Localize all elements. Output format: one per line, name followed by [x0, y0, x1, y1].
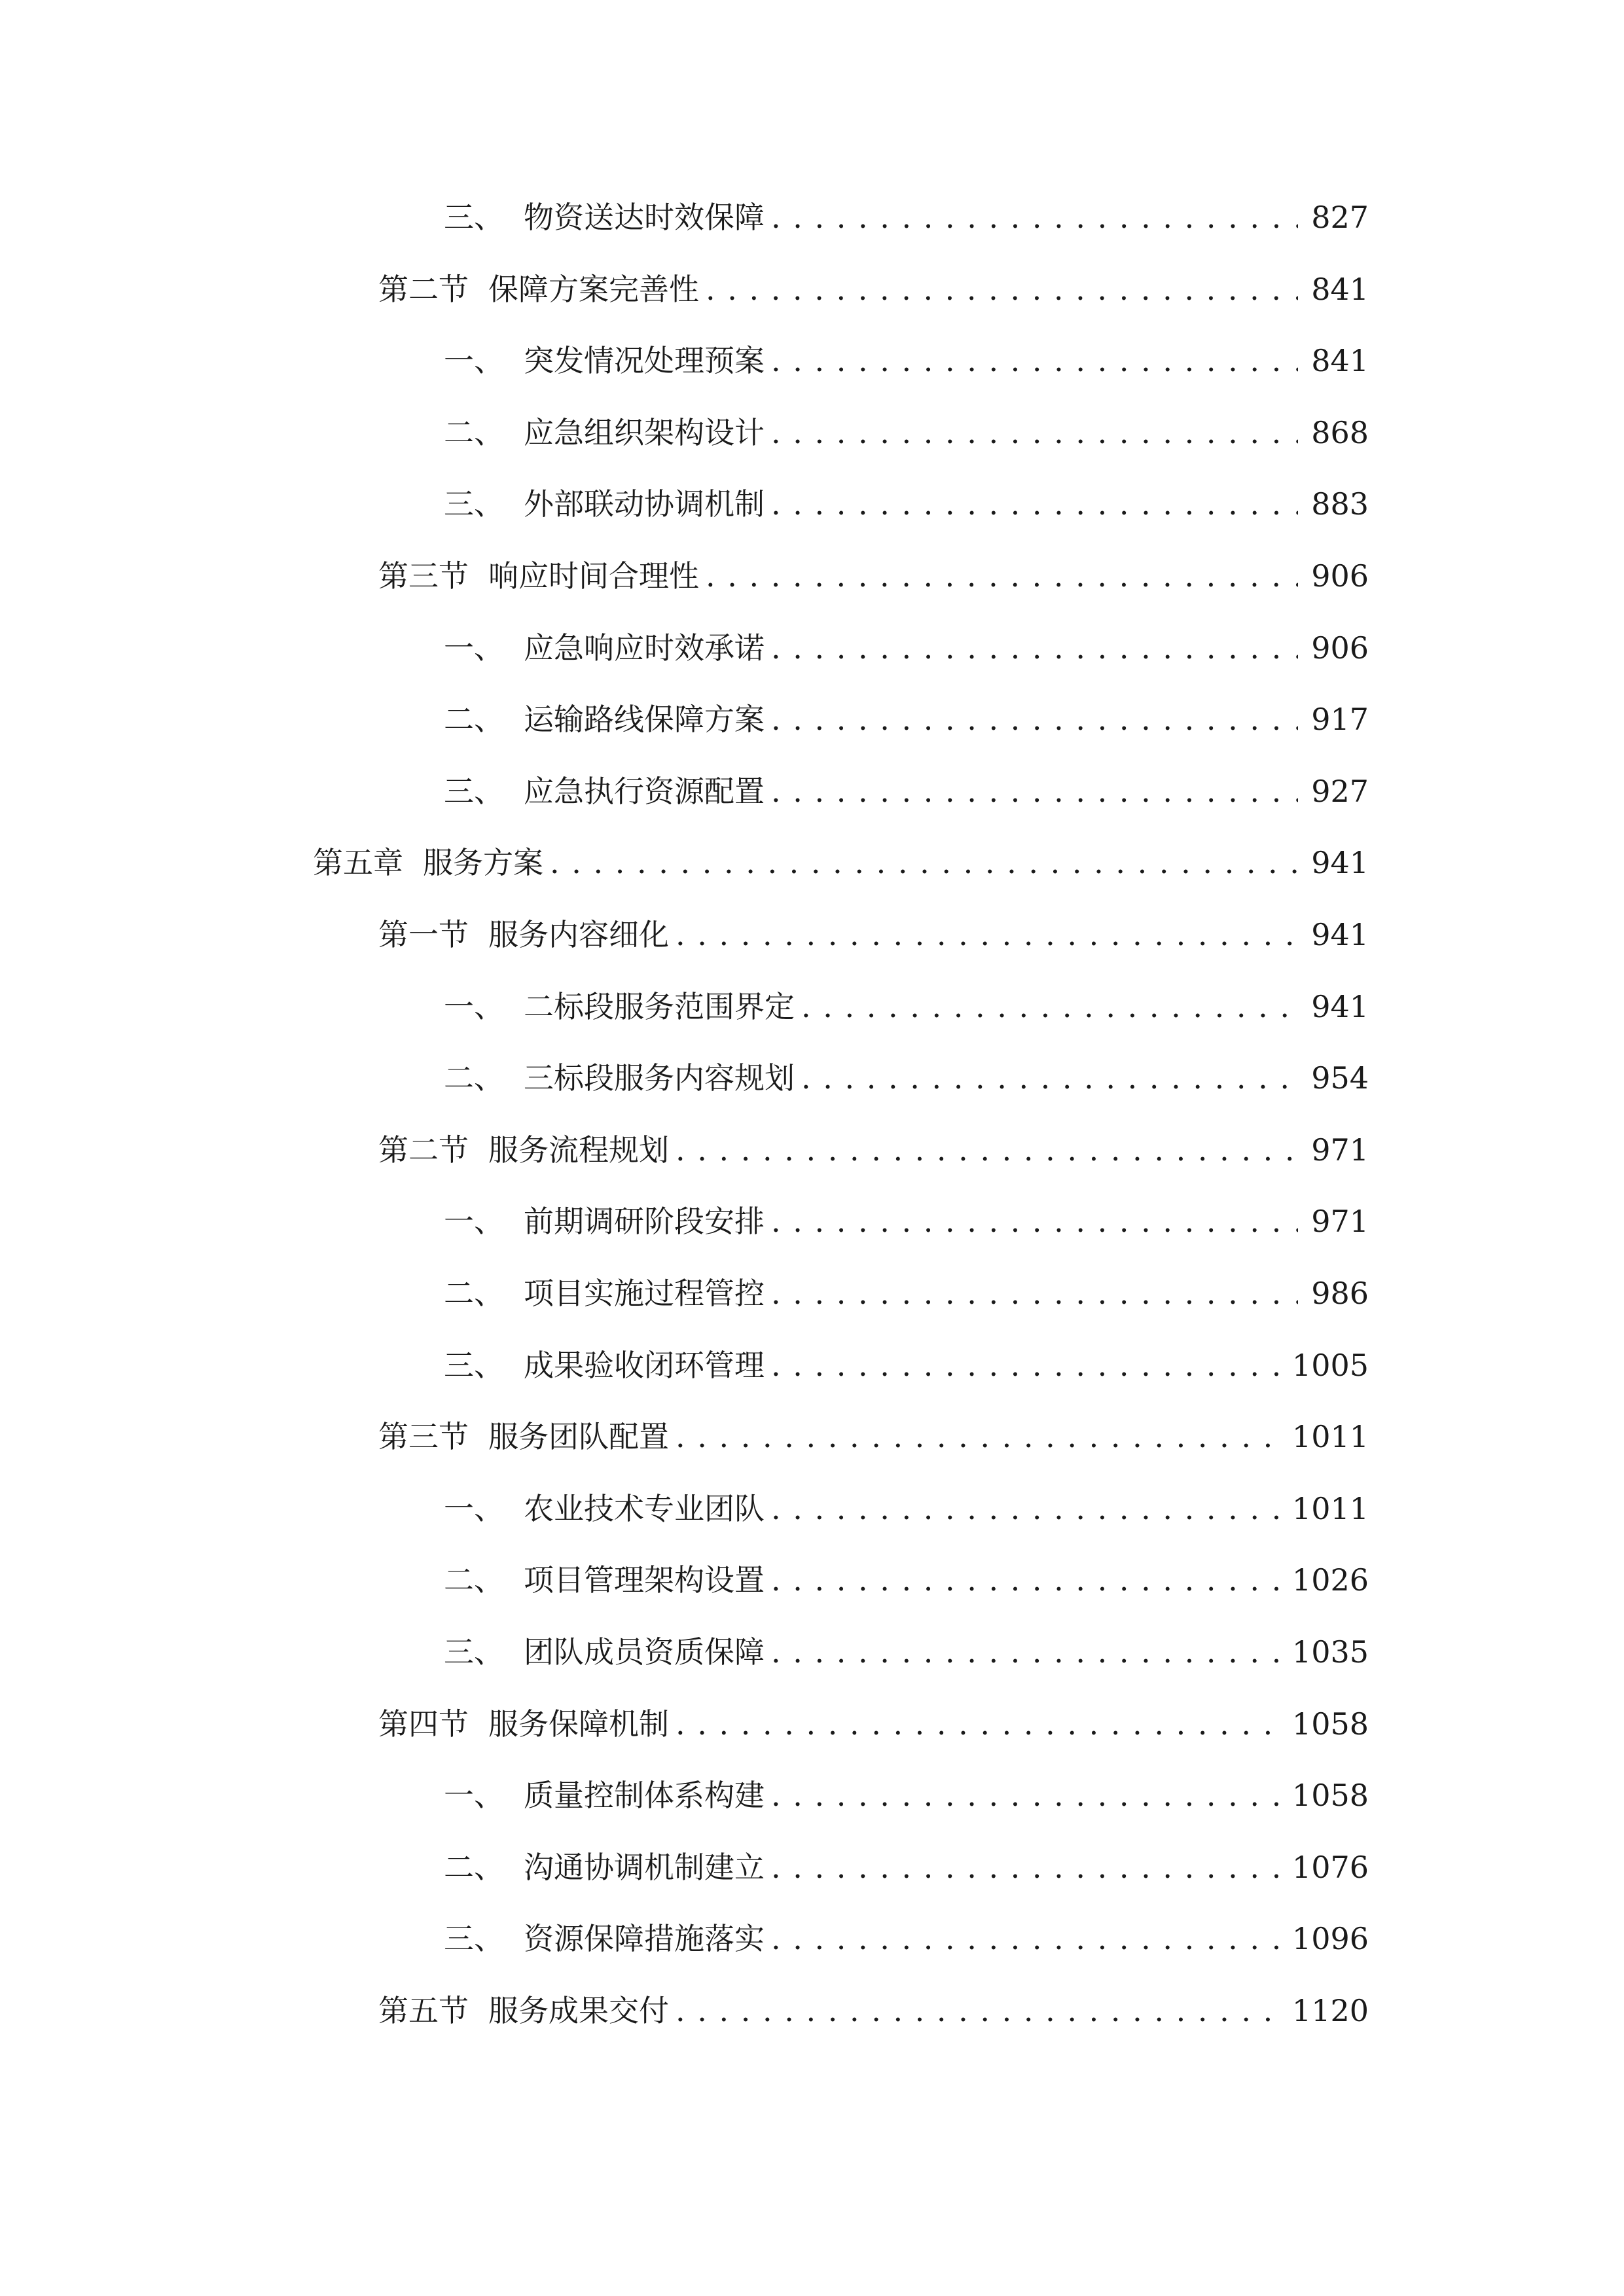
- toc-entry-title: 物资送达时效保障: [524, 200, 765, 235]
- toc-entry-title: 应急响应时效承诺: [524, 630, 765, 666]
- toc-entry-number: 第五章: [313, 845, 403, 881]
- toc-dot-leader: [771, 1626, 1286, 1678]
- toc-entry[interactable]: [444, 1195, 1369, 1247]
- toc-page-number: 971: [1311, 1132, 1369, 1168]
- toc-entry-number: 第二节: [378, 1132, 469, 1168]
- toc-entry-number: 一、: [444, 1204, 504, 1240]
- toc-entry[interactable]: [378, 1984, 1369, 2037]
- toc-entry-title: 项目实施过程管控: [524, 1276, 765, 1311]
- toc-dot-leader: [771, 765, 1298, 817]
- toc-entry-title: 沟通协调机制建立: [524, 1849, 765, 1885]
- toc-entry-title: 服务成果交付: [488, 1993, 669, 2028]
- toc-entry-title: 服务方案: [423, 845, 543, 881]
- toc-page-number: 841: [1311, 343, 1369, 379]
- toc-entry-number: 第一节: [378, 917, 469, 952]
- toc-page-number: 1026: [1291, 1562, 1369, 1598]
- toc-page-number: 827: [1311, 200, 1369, 235]
- toc-entry-number: 第四节: [378, 1706, 469, 1742]
- toc-entry-number: 三、: [444, 1347, 504, 1383]
- toc-entry[interactable]: [444, 1626, 1369, 1678]
- toc-entry-number: 一、: [444, 1778, 504, 1814]
- toc-entry[interactable]: [444, 1912, 1369, 1965]
- toc-entry-number: 三、: [444, 1921, 504, 1957]
- toc-entry-title: 资源保障措施落实: [524, 1921, 765, 1957]
- toc-entry-number: 第三节: [378, 1419, 469, 1455]
- toc-entry[interactable]: [378, 550, 1369, 602]
- toc-entry[interactable]: [444, 1841, 1369, 1893]
- toc-entry[interactable]: [444, 1482, 1369, 1535]
- toc-dot-leader: [771, 406, 1298, 459]
- toc-dot-leader: [771, 1267, 1298, 1319]
- toc-dot-leader: [771, 1841, 1286, 1893]
- toc-entry[interactable]: [444, 1267, 1369, 1319]
- toc-dot-leader: [771, 622, 1298, 674]
- toc-dot-leader: [676, 908, 1298, 961]
- toc-entry-title: 项目管理架构设置: [524, 1562, 765, 1598]
- toc-entry-title: 质量控制体系构建: [524, 1778, 765, 1814]
- toc-page-number: 906: [1311, 558, 1369, 594]
- toc-entry[interactable]: [378, 908, 1369, 961]
- toc-entry-title: 响应时间合理性: [488, 558, 699, 594]
- toc-dot-leader: [676, 1410, 1286, 1463]
- toc-page-number: 1058: [1291, 1706, 1369, 1742]
- toc-page-number: 1005: [1291, 1347, 1369, 1383]
- toc-dot-leader: [801, 1052, 1298, 1104]
- toc-entry[interactable]: [378, 1698, 1369, 1750]
- toc-entry[interactable]: [444, 478, 1369, 530]
- toc-entry[interactable]: [444, 406, 1369, 459]
- toc-entry-title: 农业技术专业团队: [524, 1490, 765, 1526]
- toc-entry-title: 运输路线保障方案: [524, 702, 765, 738]
- toc-dot-leader: [676, 1698, 1286, 1750]
- toc-entry-number: 二、: [444, 1276, 504, 1311]
- toc-entry-number: 二、: [444, 414, 504, 450]
- toc-page-number: 1058: [1291, 1778, 1369, 1814]
- toc-page-number: 1011: [1291, 1490, 1369, 1526]
- toc-entry[interactable]: [313, 836, 1369, 889]
- toc-page-number: 906: [1311, 630, 1369, 666]
- toc-page-number: 1035: [1291, 1634, 1369, 1670]
- toc-dot-leader: [771, 1554, 1286, 1606]
- toc-dot-leader: [771, 191, 1298, 243]
- toc-page-number: 941: [1311, 845, 1369, 881]
- toc-entry-title: 团队成员资质保障: [524, 1634, 765, 1670]
- toc-entry-title: 三标段服务内容规划: [524, 1060, 795, 1096]
- toc-entry[interactable]: [444, 1554, 1369, 1606]
- toc-entry-title: 二标段服务范围界定: [524, 988, 795, 1024]
- toc-dot-leader: [706, 263, 1298, 315]
- toc-entry-number: 第三节: [378, 558, 469, 594]
- toc-entry[interactable]: [444, 693, 1369, 745]
- toc-entry-title: 应急组织架构设计: [524, 414, 765, 450]
- toc-page-number: 1076: [1291, 1849, 1369, 1885]
- toc-entry[interactable]: [444, 622, 1369, 674]
- toc-dot-leader: [771, 693, 1298, 745]
- toc-entry-title: 应急执行资源配置: [524, 773, 765, 809]
- toc-page-number: 954: [1311, 1060, 1369, 1096]
- toc-dot-leader: [771, 334, 1298, 387]
- toc-dot-leader: [771, 1912, 1286, 1965]
- toc-page-number: 941: [1311, 917, 1369, 952]
- toc-page-number: 927: [1311, 773, 1369, 809]
- toc-dot-leader: [706, 550, 1298, 602]
- toc-entry[interactable]: [444, 1769, 1369, 1821]
- toc-dot-leader: [676, 1124, 1298, 1176]
- toc-entry[interactable]: [444, 765, 1369, 817]
- toc-entry-title: 服务团队配置: [488, 1419, 669, 1455]
- toc-dot-leader: [771, 478, 1298, 530]
- toc-page-number: 971: [1311, 1204, 1369, 1240]
- toc-dot-leader: [801, 980, 1298, 1033]
- toc-entry-number: 一、: [444, 630, 504, 666]
- toc-dot-leader: [550, 836, 1298, 889]
- toc-page-number: 1120: [1291, 1993, 1369, 2028]
- toc-entry-number: 一、: [444, 343, 504, 379]
- toc-entry-title: 服务流程规划: [488, 1132, 669, 1168]
- toc-entry-number: 三、: [444, 200, 504, 235]
- toc-entry-title: 前期调研阶段安排: [524, 1204, 765, 1240]
- toc-entry[interactable]: [444, 334, 1369, 387]
- toc-entry-number: 二、: [444, 1849, 504, 1885]
- toc-entry-title: 成果验收闭环管理: [524, 1347, 765, 1383]
- toc-entry[interactable]: [378, 1410, 1369, 1463]
- toc-page-number: 1096: [1291, 1921, 1369, 1957]
- toc-entry-number: 三、: [444, 1634, 504, 1670]
- toc-entry-number: 第二节: [378, 271, 469, 307]
- toc-dot-leader: [676, 1984, 1286, 2037]
- toc-entry[interactable]: [444, 1339, 1369, 1391]
- toc-entry[interactable]: [444, 980, 1369, 1033]
- toc-entry-number: 一、: [444, 1490, 504, 1526]
- toc-entry-title: 服务保障机制: [488, 1706, 669, 1742]
- toc-dot-leader: [771, 1195, 1298, 1247]
- toc-entry-number: 二、: [444, 1562, 504, 1598]
- toc-entry[interactable]: [444, 191, 1369, 243]
- toc-entry-title: 服务内容细化: [488, 917, 669, 952]
- toc-dot-leader: [771, 1339, 1286, 1391]
- toc-entry[interactable]: [444, 1052, 1369, 1104]
- toc-page-number: 941: [1311, 988, 1369, 1024]
- toc-entry[interactable]: [378, 263, 1369, 315]
- toc-entry-title: 保障方案完善性: [488, 271, 699, 307]
- toc-entry-number: 二、: [444, 702, 504, 738]
- toc-entry-number: 一、: [444, 988, 504, 1024]
- toc-page-number: 1011: [1291, 1419, 1369, 1455]
- toc-page-number: 883: [1311, 486, 1369, 522]
- toc-entry-number: 二、: [444, 1060, 504, 1096]
- toc-page-number: 868: [1311, 414, 1369, 450]
- toc-entry[interactable]: [378, 1124, 1369, 1176]
- toc-entry-title: 外部联动协调机制: [524, 486, 765, 522]
- toc-entry-number: 第五节: [378, 1993, 469, 2028]
- toc-entry-number: 三、: [444, 773, 504, 809]
- toc-entry-title: 突发情况处理预案: [524, 343, 765, 379]
- toc-dot-leader: [771, 1482, 1286, 1535]
- toc-dot-leader: [771, 1769, 1286, 1821]
- toc-page-number: 917: [1311, 702, 1369, 738]
- toc-entry-number: 三、: [444, 486, 504, 522]
- toc-page-number: 841: [1311, 271, 1369, 307]
- toc-page-number: 986: [1311, 1276, 1369, 1311]
